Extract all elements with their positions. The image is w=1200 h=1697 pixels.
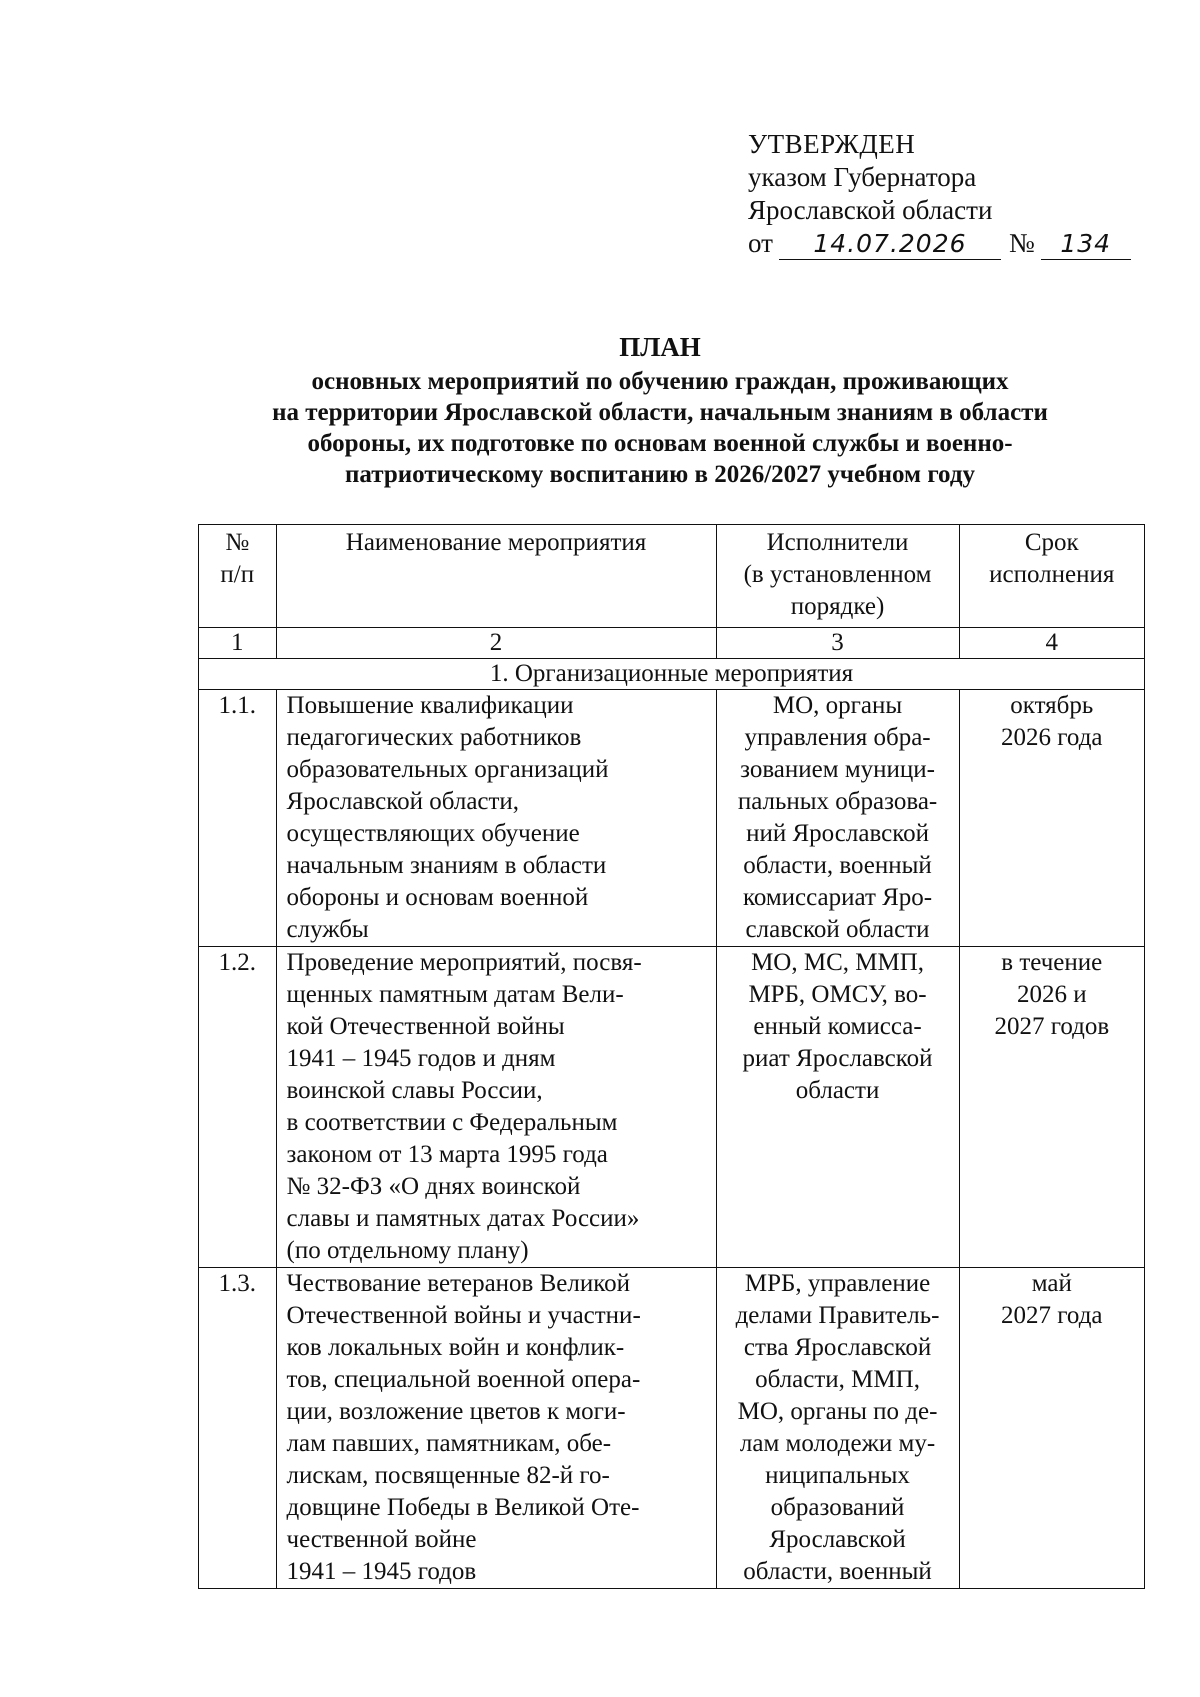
approval-block	[748, 128, 1131, 260]
table-row	[199, 947, 1145, 1268]
row-executors: МРБ, управление делами Правитель- ства Ярославской области, ММП, МО, органы по де- лам молодежи му- ниципальных образований Ярославской области, военный	[716, 1268, 959, 1589]
row-deadline: октябрь 2026 года	[959, 690, 1144, 947]
column-numbers-row	[199, 628, 1145, 659]
approval-decree: указом Губернатора	[748, 162, 977, 192]
column-number: 2	[276, 628, 716, 659]
number-prefix: №	[1008, 228, 1035, 258]
number-field	[1041, 228, 1131, 260]
row-number: 1.3.	[199, 1268, 277, 1589]
handwritten-number: 134	[1060, 229, 1112, 258]
row-executors: МО, органы управления обра- зованием муници- пальных образова- ний Ярославской области, военный комиссариат Яро- славской области	[716, 690, 959, 947]
row-deadline: в течение 2026 и 2027 годов	[959, 947, 1144, 1268]
row-number: 1.2.	[199, 947, 277, 1268]
row-executors: МО, МС, ММП, МРБ, ОМСУ, во- енный комисса- риат Ярославской области	[716, 947, 959, 1268]
column-number: 1	[199, 628, 277, 659]
table-row	[199, 1268, 1145, 1589]
header-executors: Исполнители (в установленном порядке)	[716, 525, 959, 628]
header-deadline: Срок исполнения	[959, 525, 1144, 628]
document-title: ПЛАН	[619, 332, 701, 362]
approval-date-line	[748, 227, 1131, 260]
section-title: 1. Организационные мероприятия	[199, 659, 1145, 690]
approval-region: Ярославской области	[748, 195, 993, 225]
document-subtitle: основных мероприятий по обучению граждан, проживающих на территории Ярославской области, начальным знаниям в области обороны, их подготовке по основам военной службы и военно- патриотическому воспитанию в 2026/2027 учебном году	[272, 368, 1048, 488]
row-event-name: Повышение квалификации педагогических работников образовательных организаций Ярославской области, осуществляющих обучение начальным знаниям в области обороны и основам военной службы	[276, 690, 716, 947]
header-event-name: Наименование мероприятия	[276, 525, 716, 628]
date-prefix: от	[748, 228, 773, 258]
row-deadline: май 2027 года	[959, 1268, 1144, 1589]
row-event-name: Чествование ветеранов Великой Отечественной войны и участни- ков локальных войн и конфлик- тов, специальной военной опера- ции, возложение цветов к моги- лам павших, памятникам, обе- лискам, посвященные 82-й го- довщине Победы в Великой Оте- чественной войне 1941 – 1945 годов	[276, 1268, 716, 1589]
column-number: 4	[959, 628, 1144, 659]
row-number: 1.1.	[199, 690, 277, 947]
table-header-row	[199, 525, 1145, 628]
header-number: № п/п	[199, 525, 277, 628]
handwritten-date: 14.07.2026	[813, 229, 967, 258]
plan-table	[198, 524, 1145, 1589]
table-row	[199, 690, 1145, 947]
row-event-name: Проведение мероприятий, посвя- щенных памятным датам Вели- кой Отечественной войны 1941 – 1945 годов и дням воинской славы России, в соответствии с Федеральным законом от 13 марта 1995 года № 32-ФЗ «О днях воинской славы и памятных датах России» (по отдельному плану)	[276, 947, 716, 1268]
date-field	[779, 228, 1001, 260]
approval-heading: УТВЕРЖДЕН	[748, 129, 916, 159]
column-number: 3	[716, 628, 959, 659]
section-row	[199, 659, 1145, 690]
